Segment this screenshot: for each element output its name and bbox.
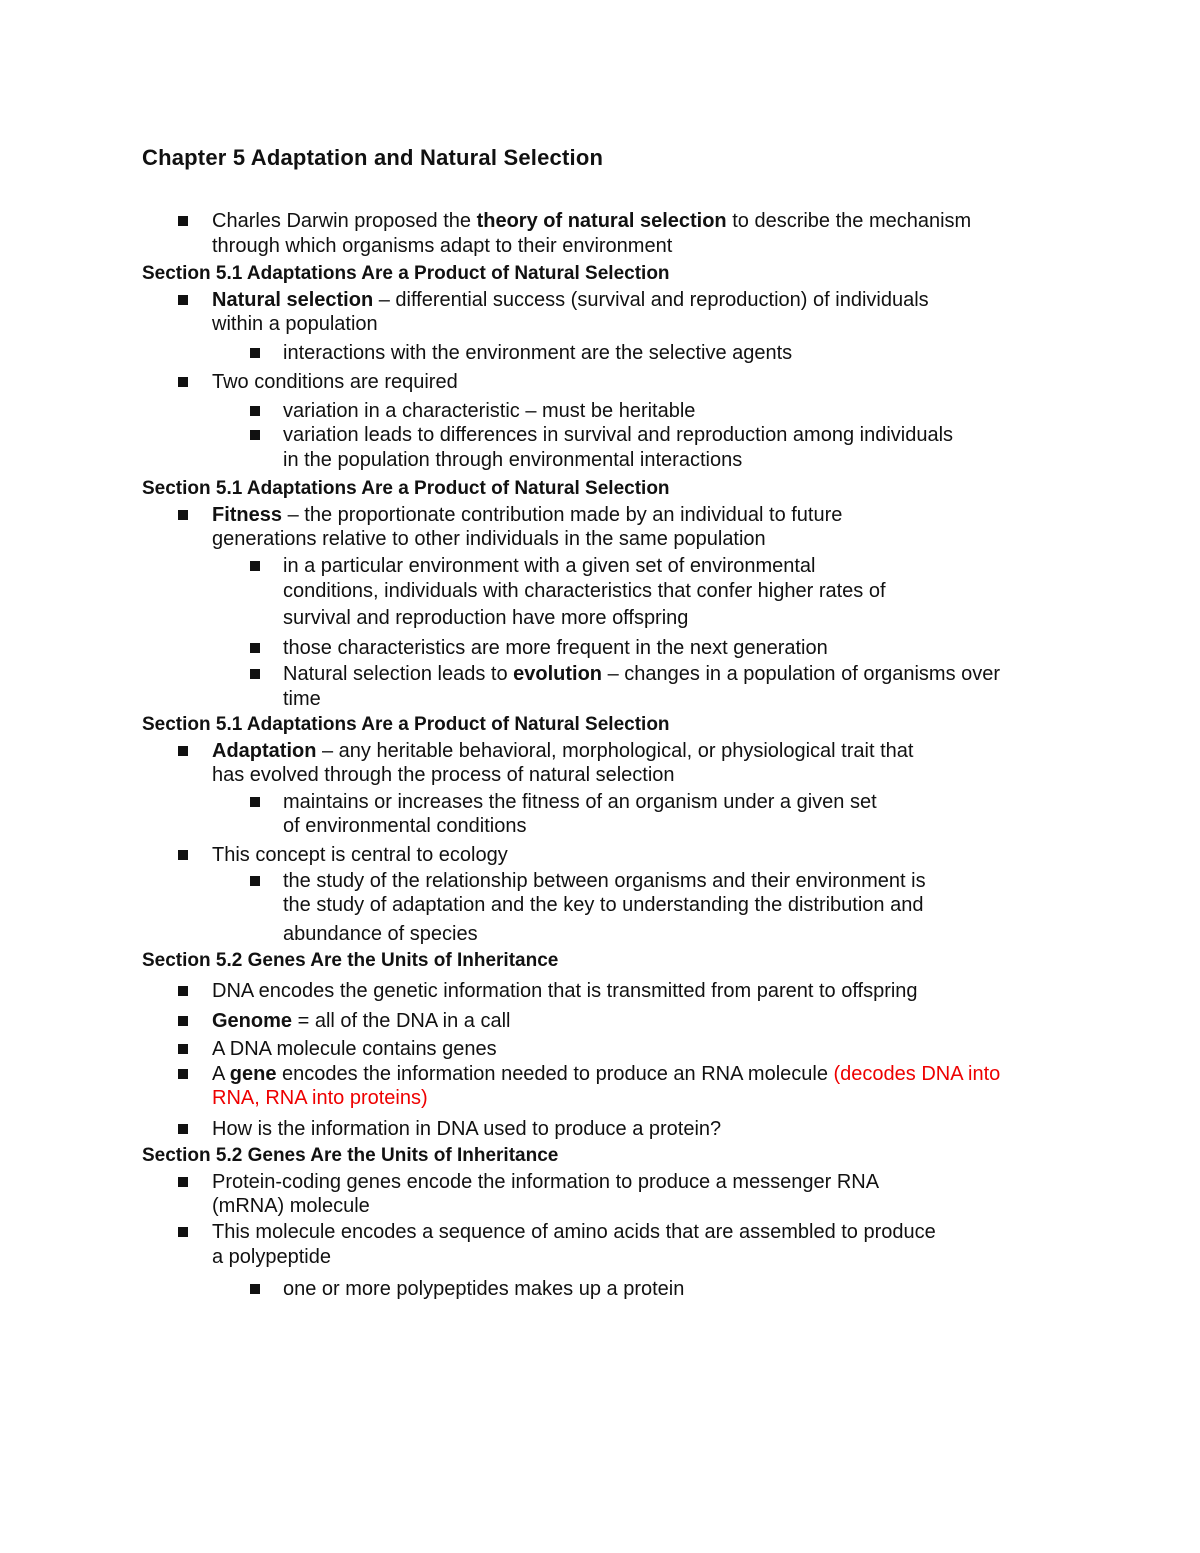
sub-list-item-continuation: of environmental conditions (283, 815, 527, 837)
bullet-icon (178, 1016, 188, 1026)
list-item-continuation: generations relative to other individuals in the same population (212, 528, 766, 550)
list-item: This molecule encodes a sequence of amino acids that are assembled to produce (212, 1221, 936, 1243)
list-item: How is the information in DNA used to produce a protein? (212, 1118, 722, 1140)
bullet-icon (178, 986, 188, 996)
list-item: Two conditions are required (212, 371, 458, 393)
list-item: Fitness – the proportionate contribution made by an individual to future (212, 504, 843, 526)
sub-list-item: in a particular environment with a given set of environmental (283, 555, 816, 577)
bullet-icon (178, 1044, 188, 1054)
list-item: This concept is central to ecology (212, 844, 508, 866)
red-annotation-continuation: RNA, RNA into proteins) (212, 1087, 428, 1109)
bullet-icon (178, 850, 188, 860)
bullet-icon (178, 1177, 188, 1187)
bullet-icon (250, 1284, 260, 1294)
bullet-icon (250, 797, 260, 807)
sub-list-item: interactions with the environment are the selective agents (283, 342, 793, 364)
bullet-icon (178, 377, 188, 387)
bullet-icon (178, 1124, 188, 1134)
section-heading: Section 5.1 Adaptations Are a Product of Natural Selection (142, 478, 670, 499)
bullet-icon (250, 348, 260, 358)
sub-list-item: those characteristics are more frequent in the next generation (283, 637, 828, 659)
list-item: Genome = all of the DNA in a call (212, 1010, 511, 1032)
bullet-icon (250, 406, 260, 416)
sub-list-item: the study of the relationship between organisms and their environment is (283, 870, 926, 892)
sub-list-item: Natural selection leads to evolution – changes in a population of organisms over (283, 663, 1001, 685)
list-item-continuation: within a population (212, 313, 378, 335)
list-item: A gene encodes the information needed to produce an RNA molecule (decodes DNA into (212, 1063, 1001, 1085)
sub-list-item: variation leads to differences in survival and reproduction among individuals (283, 424, 954, 446)
list-item: A DNA molecule contains genes (212, 1038, 497, 1060)
sub-list-item-continuation: conditions, individuals with characteristics that confer higher rates of (283, 580, 886, 602)
list-item: DNA encodes the genetic information that is transmitted from parent to offspring (212, 980, 918, 1002)
section-heading: Section 5.1 Adaptations Are a Product of Natural Selection (142, 263, 670, 284)
section-heading: Section 5.2 Genes Are the Units of Inheritance (142, 1145, 559, 1166)
sub-list-item-continuation: abundance of species (283, 923, 478, 945)
list-item-continuation: (mRNA) molecule (212, 1195, 370, 1217)
red-annotation: (decodes DNA into (833, 1063, 1001, 1085)
list-item-continuation: a polypeptide (212, 1246, 331, 1268)
sub-list-item-continuation: survival and reproduction have more offspring (283, 607, 689, 629)
sub-list-item: variation in a characteristic – must be heritable (283, 400, 696, 422)
bullet-icon (178, 295, 188, 305)
sub-list-item-continuation: time (283, 688, 321, 710)
bullet-icon (178, 1227, 188, 1237)
list-item-continuation: has evolved through the process of natural selection (212, 764, 675, 786)
sub-list-item: maintains or increases the fitness of an organism under a given set (283, 791, 877, 813)
list-item: Adaptation – any heritable behavioral, morphological, or physiological trait that (212, 740, 914, 762)
bullet-icon (250, 876, 260, 886)
list-item: Natural selection – differential success (survival and reproduction) of individuals (212, 289, 929, 311)
bullet-icon (178, 510, 188, 520)
sub-list-item-continuation: in the population through environmental interactions (283, 449, 743, 471)
section-heading: Section 5.2 Genes Are the Units of Inheritance (142, 950, 559, 971)
intro-line-1: Charles Darwin proposed the theory of natural selection to describe the mechanism (212, 210, 972, 232)
bullet-icon (178, 216, 188, 226)
bullet-icon (250, 669, 260, 679)
bullet-icon (250, 430, 260, 440)
sub-list-item: one or more polypeptides makes up a protein (283, 1278, 685, 1300)
bullet-icon (250, 561, 260, 571)
section-heading: Section 5.1 Adaptations Are a Product of Natural Selection (142, 714, 670, 735)
list-item: Protein-coding genes encode the information to produce a messenger RNA (212, 1171, 880, 1193)
page-title: Chapter 5 Adaptation and Natural Selection (142, 145, 604, 170)
bullet-icon (250, 643, 260, 653)
bullet-icon (178, 746, 188, 756)
bullet-icon (178, 1069, 188, 1079)
sub-list-item-continuation: the study of adaptation and the key to understanding the distribution and (283, 894, 924, 916)
intro-line-2: through which organisms adapt to their environment (212, 235, 673, 257)
